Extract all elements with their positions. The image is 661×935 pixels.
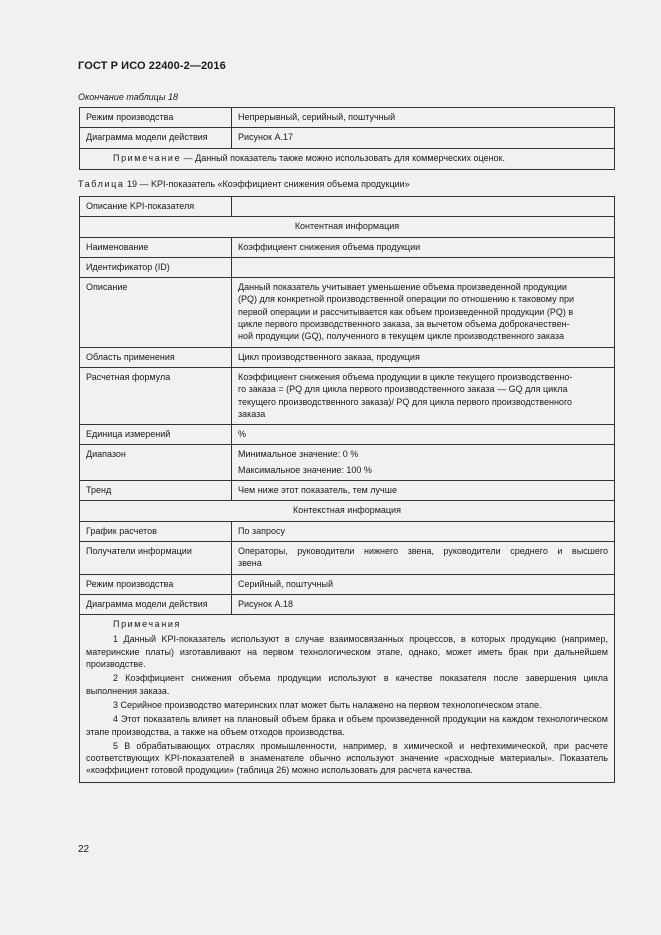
table-cell-label: Область применения — [80, 347, 232, 367]
table-row — [80, 257, 615, 277]
section-heading-context: Контекстная информация — [80, 501, 615, 521]
table-19-caption — [78, 179, 410, 189]
table-row — [80, 541, 615, 574]
note-item: 1 Данный KPI-показатель используют в случае взаимосвязанных процессов, в которых продукцию (например, материнские платы) изготавливают на первом технологическом этапе, однако, может иметь брак при дальнейшем производстве. — [86, 634, 608, 670]
table-row — [80, 108, 615, 128]
table-cell-value: Серийный, поштучный — [232, 574, 615, 594]
table-row — [80, 574, 615, 594]
table-cell-value — [232, 445, 615, 481]
text-line: текущего производственного заказа)/ PQ для цикла первого производственного — [238, 396, 573, 407]
page-number: 22 — [78, 844, 90, 855]
table-cell-value: Рисунок А.17 — [232, 128, 615, 148]
section-row — [80, 217, 615, 237]
table-cell-label: Описание — [80, 278, 232, 347]
table-notes — [80, 615, 615, 783]
table-18-caption: Окончание таблицы 18 — [78, 92, 178, 102]
table-cell-value — [232, 257, 615, 277]
table-cell-label: Диапазон — [80, 445, 232, 481]
note-item: 4 Этот показатель влияет на плановый объем брака и объем произведенной продукции на каждом технологическом этапе производства, а также на объем отходов производства. — [86, 714, 608, 737]
table-cell-value: % — [232, 425, 615, 445]
range-max: Максимальное значение: 100 % — [238, 464, 372, 475]
table-cell-label: Наименование — [80, 237, 232, 257]
table-row — [80, 237, 615, 257]
table-row — [80, 367, 615, 424]
table-note-row — [80, 148, 615, 169]
table-cell-label: Получатели информации — [80, 541, 232, 574]
table-18 — [79, 107, 615, 170]
table-caption-text: 19 — KPI-показатель «Коэффициент снижения объема продукции» — [124, 179, 410, 189]
table-cell-label: Единица измерений — [80, 425, 232, 445]
note-label: Примечание — [113, 152, 182, 163]
table-row — [80, 481, 615, 501]
table-row — [80, 445, 615, 481]
table-row — [80, 197, 615, 217]
text-line: заказа — [238, 408, 266, 419]
table-row — [80, 521, 615, 541]
table-caption-label: Таблица — [78, 179, 125, 189]
table-cell-value — [232, 278, 615, 347]
table-cell-value — [232, 541, 615, 574]
range-min: Минимальное значение: 0 % — [238, 449, 359, 460]
section-row — [80, 501, 615, 521]
table-cell-label: Тренд — [80, 481, 232, 501]
table-cell-value — [232, 197, 615, 217]
text-line: цикле первого производственного заказа, за вычетом объема доброкачествен- — [238, 319, 570, 330]
text-line: звена — [238, 558, 262, 569]
table-cell-label: Режим производства — [80, 574, 232, 594]
table-cell-label: График расчетов — [80, 521, 232, 541]
table-cell-label: Описание KPI-показателя — [80, 197, 232, 217]
notes-title: Примечания — [113, 619, 181, 630]
table-cell-value: Коэффициент снижения объема продукции — [232, 237, 615, 257]
text-line: Коэффициент снижения объема продукции в цикле текущего производственно- — [238, 371, 573, 382]
table-cell-value: По запросу — [232, 521, 615, 541]
table-19 — [79, 196, 615, 783]
table-cell-label: Диаграмма модели действия — [80, 128, 232, 148]
table-cell-label: Расчетная формула — [80, 367, 232, 424]
table-row — [80, 347, 615, 367]
table-cell-label: Режим производства — [80, 108, 232, 128]
text-line: первой операции и рассчитывается как объем произведенной продукции (PQ) в — [238, 306, 574, 317]
table-cell-value: Непрерывный, серийный, поштучный — [232, 108, 615, 128]
note-item: 2 Коэффициент снижения объема продукции используют в качестве показателя после завершения цикла выполнения заказа. — [86, 673, 608, 696]
section-heading-content: Контентная информация — [80, 217, 615, 237]
table-note — [80, 148, 615, 169]
table-row — [80, 594, 615, 614]
text-line: (PQ) для конкретной производственной операции по отношению к таковому при — [238, 294, 574, 305]
table-row — [80, 128, 615, 148]
table-cell-value: Цикл производственного заказа, продукция — [232, 347, 615, 367]
table-row — [80, 278, 615, 347]
text-line: Операторы, руководители нижнего звена, руководители среднего и высшего — [238, 545, 608, 556]
table-notes-row — [80, 615, 615, 783]
table-cell-value: Чем ниже этот показатель, тем лучше — [232, 481, 615, 501]
table-row — [80, 425, 615, 445]
text-line: го заказа = (PQ для цикла первого производственного заказа — GQ для цикла — [238, 384, 568, 395]
table-cell-label: Идентификатор (ID) — [80, 257, 232, 277]
table-cell-value — [232, 367, 615, 424]
note-item: 5 В обрабатывающих отраслях промышленности, например, в химической и нефтехимической, при расчете соответствующих KPI-показателей в знаменателе обычно используют значение «расходные материалы». Показатель «коэффициент готовой продукции» (таблица 26) можно использовать для расчета качества. — [86, 740, 608, 776]
standard-header: ГОСТ Р ИСО 22400-2—2016 — [78, 60, 226, 72]
note-text: — Данный показатель также можно использовать для коммерческих оценок. — [181, 152, 505, 163]
note-item: 3 Серийное производство материнских плат может быть налажено на первом технологическом этапе. — [113, 699, 542, 710]
text-line: ной продукции (GQ), полученного в текущем цикле производственного заказа — [238, 331, 564, 342]
text-line: Данный показатель учитывает уменьшение объема произведенной продукции — [238, 282, 567, 293]
table-cell-label: Диаграмма модели действия — [80, 594, 232, 614]
table-cell-value: Рисунок А.18 — [232, 594, 615, 614]
